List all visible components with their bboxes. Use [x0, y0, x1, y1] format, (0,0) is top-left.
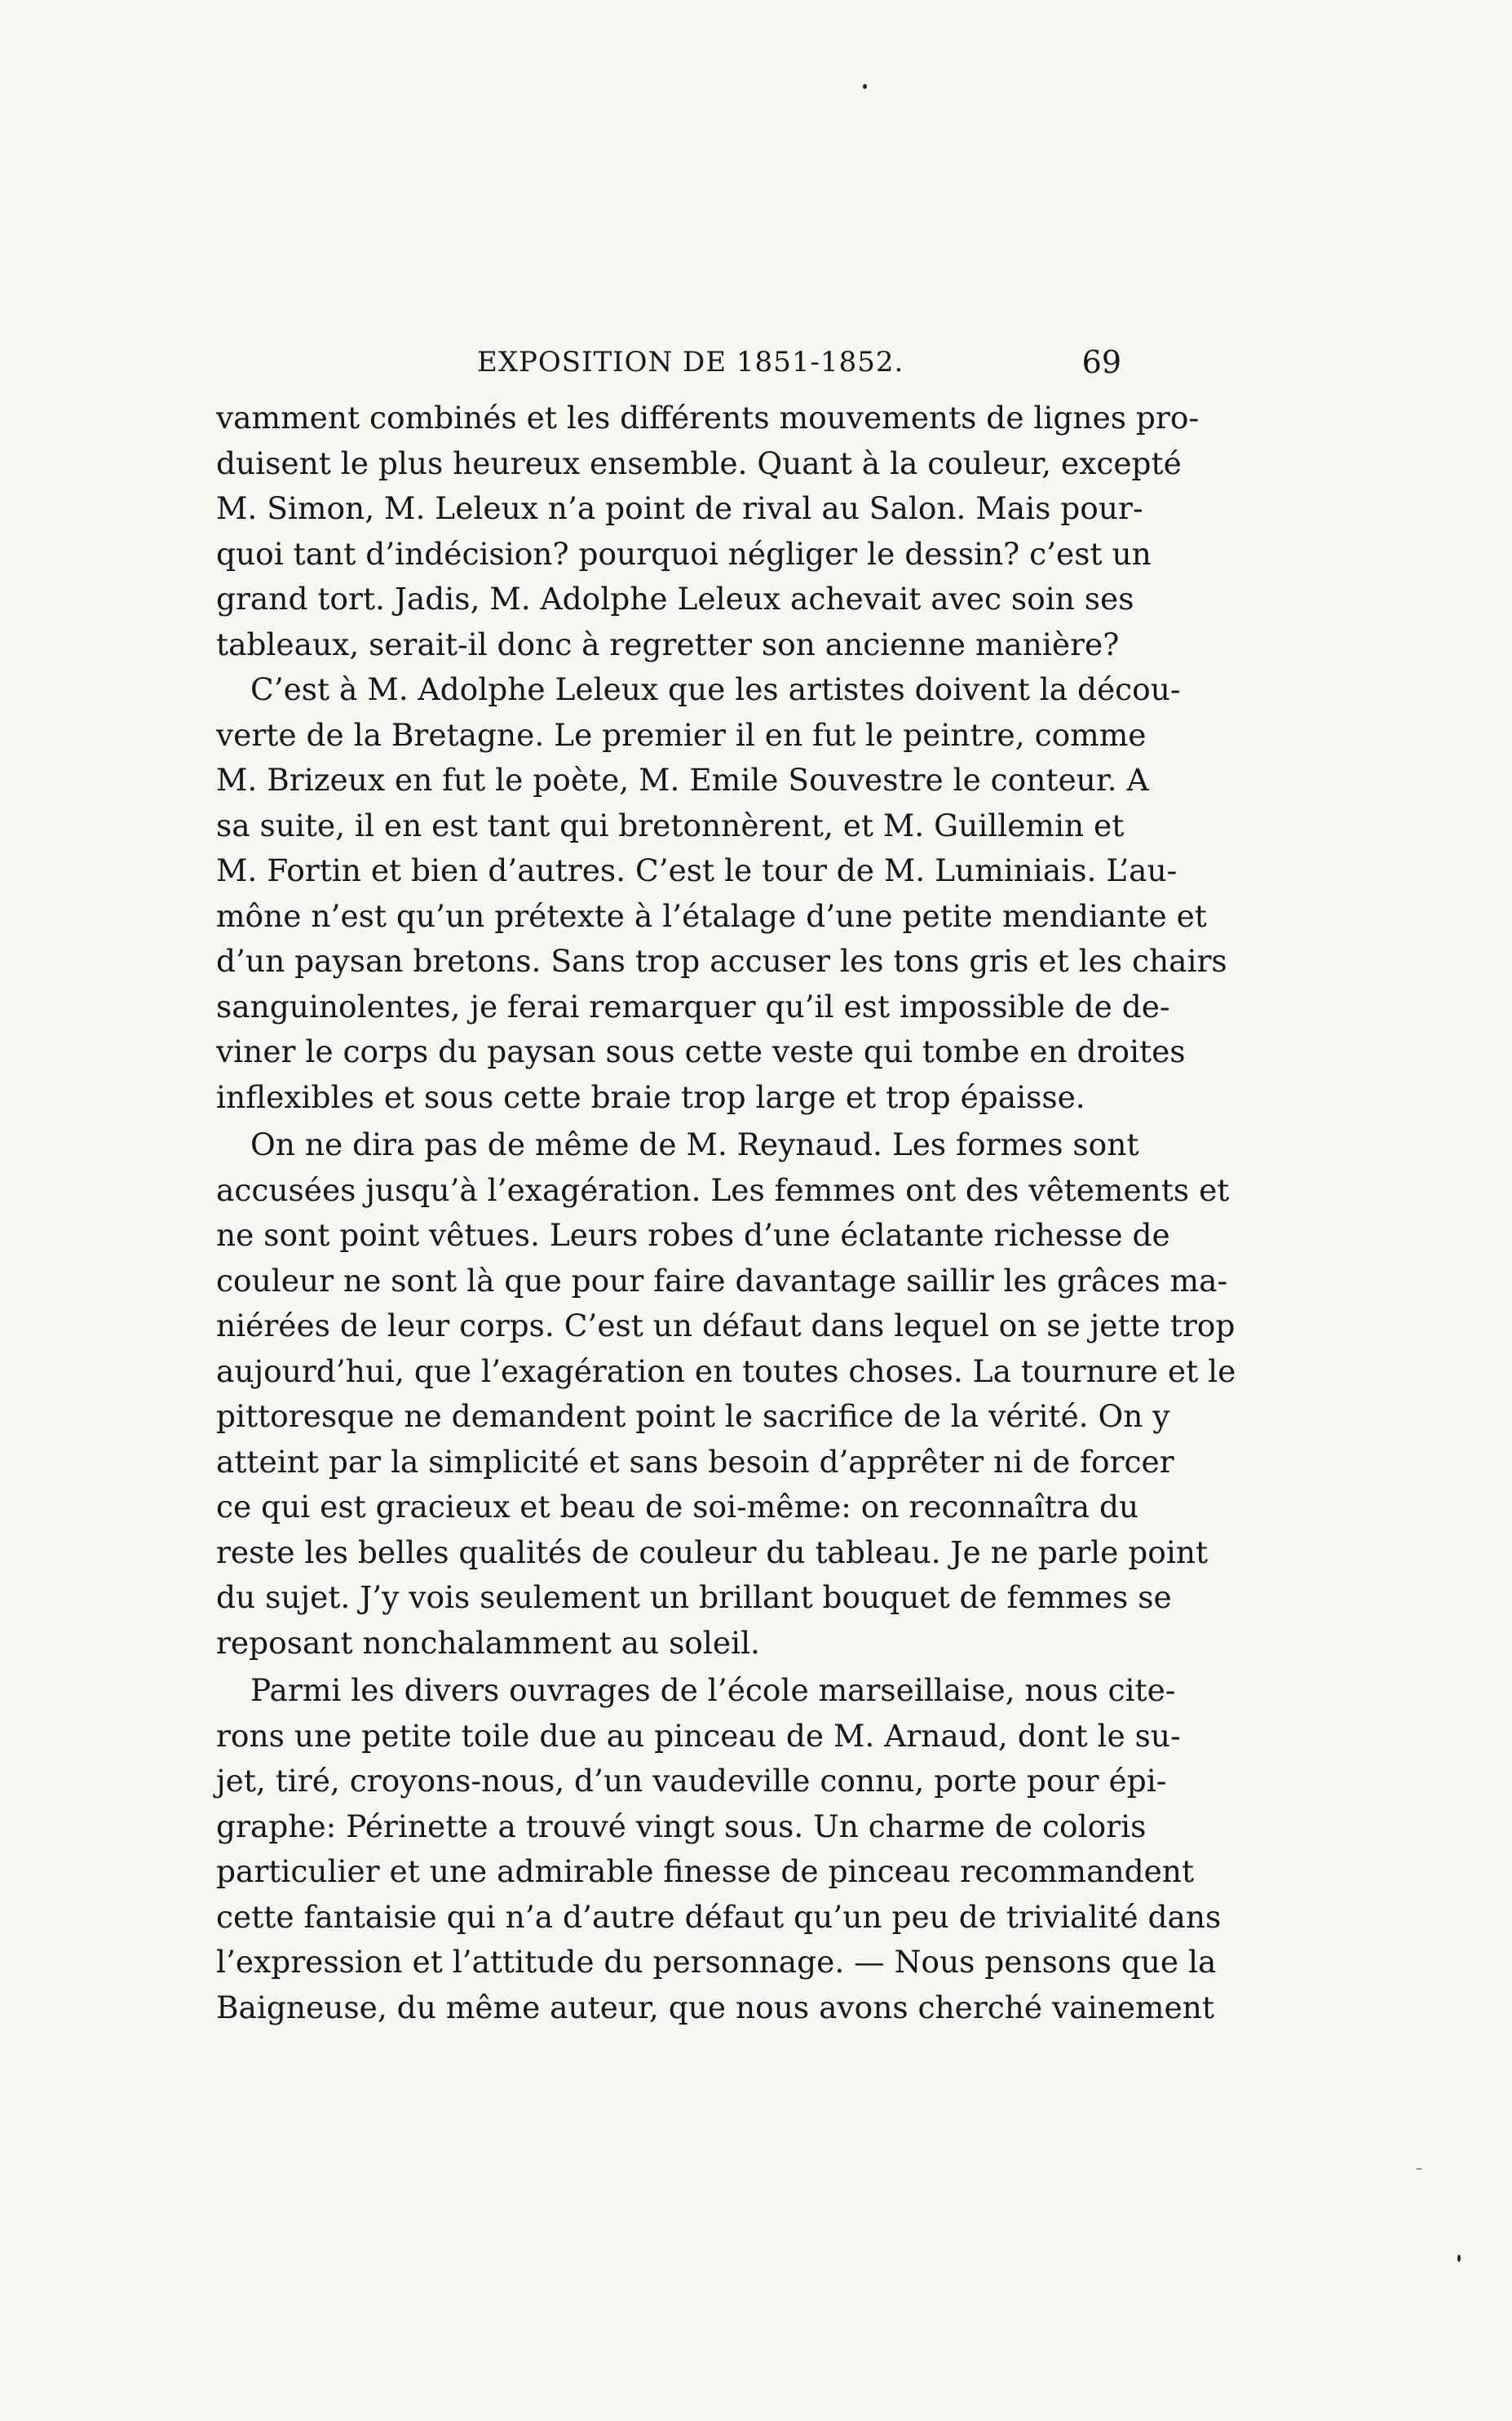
text-line: grand tort. Jadis, M. Adolphe Leleux achevait avec soin ses — [216, 581, 1134, 617]
text-line: atteint par la simplicité et sans besoin d’apprêter ni de forcer — [216, 1443, 1174, 1480]
text-line: du sujet. J’y vois seulement un brillant bouquet de femmes se — [216, 1579, 1172, 1615]
paragraph-start-line: Parmi les divers ouvrages de l’école marseillaise, nous cite- — [250, 1672, 1176, 1708]
text-line: d’un paysan bretons. Sans trop accuser les tons gris et les chairs — [216, 943, 1227, 979]
paragraph-start-line: C’est à M. Adolphe Leleux que les artistes doivent la décou- — [250, 671, 1181, 707]
text-line: ne sont point vêtues. Leurs robes d’une éclatante richesse de — [216, 1217, 1170, 1253]
text-line: M. Fortin et bien d’autres. C’est le tour de M. Luminiais. L’au- — [216, 852, 1178, 888]
text-line: tableaux, serait-il donc à regretter son ancienne manière? — [216, 626, 1120, 662]
text-line: reposant nonchalamment au soleil. — [216, 1624, 760, 1661]
paragraph-start-line: On ne dira pas de même de M. Reynaud. Les formes sont — [250, 1126, 1139, 1162]
text-line: accusées jusqu’à l’exagération. Les femmes ont des vêtements et — [216, 1171, 1230, 1208]
paper-speck — [863, 84, 867, 89]
text-line: M. Simon, M. Leleux n’a point de rival au Salon. Mais pour- — [216, 490, 1143, 526]
text-line: particulier et une admirable finesse de pinceau recommandent — [216, 1853, 1195, 1889]
text-line: couleur ne sont là que pour faire davantage saillir les grâces ma- — [216, 1262, 1228, 1299]
text-line: quoi tant d’indécision? pourquoi négliger le dessin? c’est un — [216, 535, 1152, 572]
body-text — [216, 396, 1236, 2030]
text-line: Baigneuse, du même auteur, que nous avons cherché vainement — [216, 1989, 1214, 2025]
text-line: rons une petite toile due au pinceau de M. Arnaud, dont le su- — [216, 1717, 1181, 1754]
text-line: pittoresque ne demandent point le sacrifice de la vérité. On y — [216, 1398, 1170, 1434]
paper-speck — [1416, 2168, 1422, 2170]
text-line: viner le corps du paysan sous cette veste qui tombe en droites — [216, 1033, 1186, 1069]
text-line: verte de la Bretagne. Le premier il en fut le peintre, comme — [216, 716, 1147, 753]
text-line: reste les belles qualités de couleur du tableau. Je ne parle point — [216, 1534, 1209, 1570]
page-header — [216, 341, 1121, 390]
paper-speck — [1457, 2255, 1461, 2262]
text-line: graphe: Périnette a trouvé vingt sous. Un charme de coloris — [216, 1808, 1147, 1844]
text-line: l’expression et l’attitude du personnage. — Nous pensons que la — [216, 1944, 1217, 1980]
text-line: jet, tiré, croyons-nous, d’un vaudeville connu, porte pour épi- — [216, 1763, 1167, 1799]
text-line: niérées de leur corps. C’est un défaut dans lequel on se jette trop — [216, 1308, 1236, 1343]
text-line: cette fantaisie qui n’a d’autre défaut qu’un peu de trivialité dans — [216, 1898, 1222, 1935]
text-line: M. Brizeux en fut le poète, M. Emile Souvestre le conteur. A — [216, 762, 1149, 798]
text-line: aujourd’hui, que l’exagération en toutes choses. La tournure et le — [216, 1352, 1236, 1389]
text-line: mône n’est qu’un prétexte à l’étalage d’une petite mendiante et — [216, 897, 1207, 934]
text-line: duisent le plus heureux ensemble. Quant à la couleur, excepté — [216, 445, 1182, 481]
text-line: vamment combinés et les différents mouvements de lignes pro- — [216, 400, 1200, 436]
page-number: 69 — [1081, 344, 1121, 380]
text-line: ce qui est gracieux et beau de soi-même: on reconnaîtra du — [216, 1489, 1139, 1525]
text-line: sanguinolentes, je ferai remarquer qu’il est impossible de de- — [216, 988, 1170, 1025]
running-head: EXPOSITION DE 1851-1852. — [477, 346, 904, 378]
text-line: sa suite, il en est tant qui bretonnèrent, et M. Guillemin et — [216, 807, 1125, 843]
text-line: inflexibles et sous cette braie trop large et trop épaisse. — [216, 1078, 1085, 1115]
